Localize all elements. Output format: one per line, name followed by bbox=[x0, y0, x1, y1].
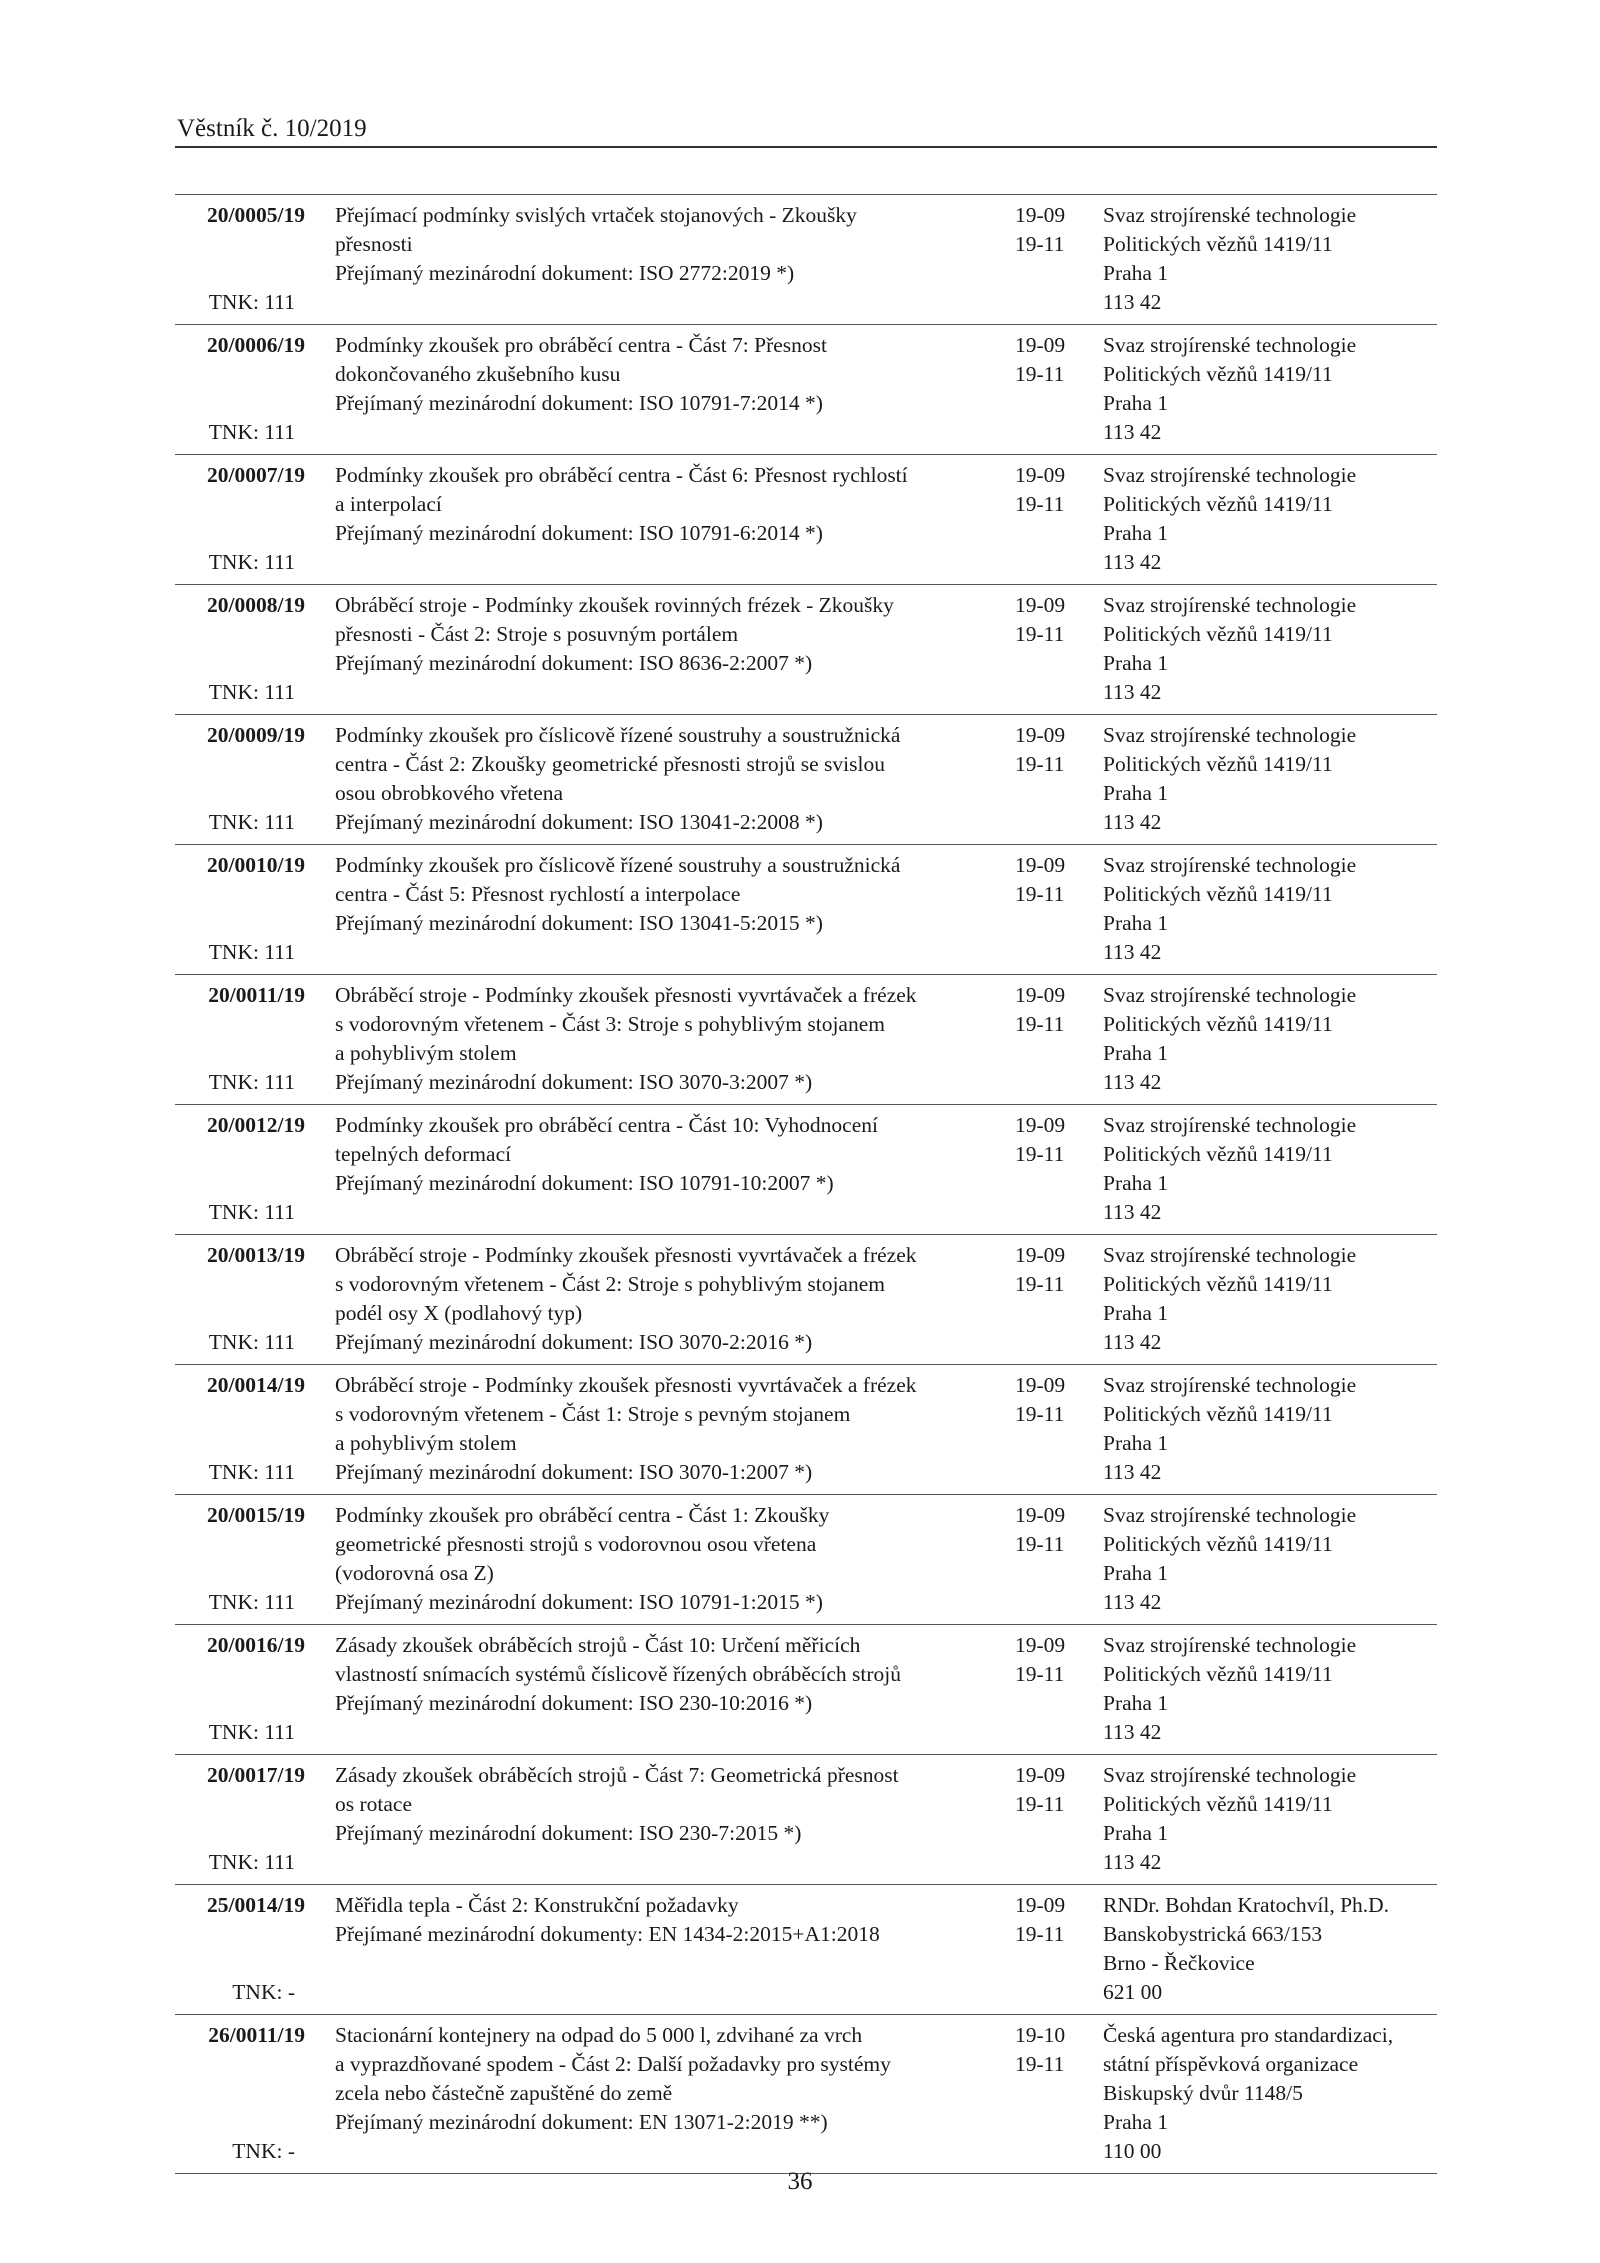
org-line: Svaz strojírenské technologie bbox=[1103, 203, 1357, 227]
row-title bbox=[335, 201, 995, 288]
title-line: Měřidla tepla - Část 2: Konstrukční požadavky bbox=[335, 1893, 739, 1917]
row-tnk: TNK: - bbox=[232, 1980, 295, 2004]
table-row bbox=[175, 714, 1437, 844]
row-dates bbox=[1015, 1891, 1085, 1949]
date-line: 19-09 bbox=[1015, 1503, 1066, 1527]
title-line: vlastností snímacích systémů číslicově řízených obráběcích strojů bbox=[335, 1662, 902, 1686]
org-line: Brno - Řečkovice bbox=[1103, 1951, 1255, 1975]
row-title bbox=[335, 1761, 995, 1848]
row-tnk: TNK: - bbox=[232, 2139, 295, 2163]
row-title bbox=[335, 1111, 995, 1198]
row-tnk: TNK: 111 bbox=[208, 420, 295, 444]
row-tnk: TNK: 111 bbox=[208, 680, 295, 704]
row-organization bbox=[1103, 1631, 1437, 1747]
title-line: a pohyblivým stolem bbox=[335, 1041, 517, 1065]
title-line: Přejímaný mezinárodní dokument: ISO 230-7:2015 *) bbox=[335, 1821, 802, 1845]
org-line: 113 42 bbox=[1103, 810, 1162, 834]
title-line: Podmínky zkoušek pro obráběcí centra - Část 6: Přesnost rychlostí bbox=[335, 463, 908, 487]
org-line: Praha 1 bbox=[1103, 1041, 1169, 1065]
table-row bbox=[175, 1104, 1437, 1234]
row-organization bbox=[1103, 331, 1437, 447]
title-line: Přejímaný mezinárodní dokument: ISO 2772:2019 *) bbox=[335, 261, 795, 285]
row-dates bbox=[1015, 2021, 1085, 2079]
row-tnk: TNK: 111 bbox=[208, 1200, 295, 1224]
title-line: centra - Část 5: Přesnost rychlostí a interpolace bbox=[335, 882, 741, 906]
table-row bbox=[175, 1364, 1437, 1494]
title-line: Přejímaný mezinárodní dokument: EN 13071-2:2019 **) bbox=[335, 2110, 828, 2134]
date-line: 19-09 bbox=[1015, 333, 1066, 357]
row-tnk: TNK: 111 bbox=[208, 1850, 295, 1874]
org-line: Politických vězňů 1419/11 bbox=[1103, 1662, 1333, 1686]
row-title bbox=[335, 2021, 995, 2137]
org-line: Politických vězňů 1419/11 bbox=[1103, 232, 1333, 256]
row-id: 26/0011/19 bbox=[208, 2023, 305, 2047]
row-id: 20/0011/19 bbox=[208, 983, 305, 1007]
row-organization bbox=[1103, 591, 1437, 707]
date-line: 19-11 bbox=[1015, 362, 1065, 386]
title-line: Obráběcí stroje - Podmínky zkoušek přesnosti vyvrtávaček a frézek bbox=[335, 1243, 917, 1267]
org-line: Politických vězňů 1419/11 bbox=[1103, 1142, 1333, 1166]
org-line: Praha 1 bbox=[1103, 651, 1169, 675]
org-line: 113 42 bbox=[1103, 550, 1162, 574]
date-line: 19-09 bbox=[1015, 203, 1066, 227]
title-line: Přejímaný mezinárodní dokument: ISO 10791-10:2007 *) bbox=[335, 1171, 834, 1195]
row-dates bbox=[1015, 1371, 1085, 1429]
date-line: 19-09 bbox=[1015, 1763, 1066, 1787]
org-line: Politických vězňů 1419/11 bbox=[1103, 622, 1333, 646]
org-line: Praha 1 bbox=[1103, 261, 1169, 285]
table-row bbox=[175, 2014, 1437, 2174]
table-row bbox=[175, 974, 1437, 1104]
row-organization bbox=[1103, 1371, 1437, 1487]
row-tnk: TNK: 111 bbox=[208, 1460, 295, 1484]
org-line: Praha 1 bbox=[1103, 521, 1169, 545]
row-tnk: TNK: 111 bbox=[208, 810, 295, 834]
org-line: 110 00 bbox=[1103, 2139, 1162, 2163]
row-id: 20/0006/19 bbox=[207, 333, 305, 357]
org-line: Svaz strojírenské technologie bbox=[1103, 853, 1357, 877]
row-tnk: TNK: 111 bbox=[208, 1590, 295, 1614]
org-line: Praha 1 bbox=[1103, 2110, 1169, 2134]
table-row bbox=[175, 844, 1437, 974]
row-title bbox=[335, 1501, 995, 1617]
title-line: s vodorovným vřetenem - Část 1: Stroje s pevným stojanem bbox=[335, 1402, 851, 1426]
org-line: Praha 1 bbox=[1103, 391, 1169, 415]
title-line: Přejímaný mezinárodní dokument: ISO 3070-3:2007 *) bbox=[335, 1070, 813, 1094]
row-tnk: TNK: 111 bbox=[208, 550, 295, 574]
org-line: Svaz strojírenské technologie bbox=[1103, 1243, 1357, 1267]
standards-table bbox=[175, 194, 1437, 2174]
row-dates bbox=[1015, 1111, 1085, 1169]
org-line: Praha 1 bbox=[1103, 1171, 1169, 1195]
row-id: 20/0013/19 bbox=[207, 1243, 305, 1267]
title-line: Přejímaný mezinárodní dokument: ISO 10791-1:2015 *) bbox=[335, 1590, 823, 1614]
title-line: a pohyblivým stolem bbox=[335, 1431, 517, 1455]
row-title bbox=[335, 1371, 995, 1487]
date-line: 19-09 bbox=[1015, 853, 1066, 877]
row-dates bbox=[1015, 981, 1085, 1039]
title-line: podél osy X (podlahový typ) bbox=[335, 1301, 583, 1325]
org-line: Politických vězňů 1419/11 bbox=[1103, 1402, 1333, 1426]
row-dates bbox=[1015, 721, 1085, 779]
org-line: Banskobystrická 663/153 bbox=[1103, 1922, 1323, 1946]
row-organization bbox=[1103, 1241, 1437, 1357]
title-line: s vodorovným vřetenem - Část 3: Stroje s pohyblivým stojanem bbox=[335, 1012, 885, 1036]
org-line: Svaz strojírenské technologie bbox=[1103, 1113, 1357, 1137]
table-row bbox=[175, 1494, 1437, 1624]
org-line: Politických vězňů 1419/11 bbox=[1103, 752, 1333, 776]
org-line: 113 42 bbox=[1103, 1720, 1162, 1744]
org-line: Praha 1 bbox=[1103, 1561, 1169, 1585]
row-id: 20/0014/19 bbox=[207, 1373, 305, 1397]
org-line: Praha 1 bbox=[1103, 1431, 1169, 1455]
org-line: Praha 1 bbox=[1103, 911, 1169, 935]
title-line: (vodorovná osa Z) bbox=[335, 1561, 494, 1585]
row-organization bbox=[1103, 851, 1437, 967]
date-line: 19-09 bbox=[1015, 593, 1066, 617]
title-line: Přejímací podmínky svislých vrtaček stojanových - Zkoušky bbox=[335, 203, 857, 227]
title-line: a vyprazdňované spodem - Část 2: Další požadavky pro systémy bbox=[335, 2052, 891, 2076]
title-line: Přejímaný mezinárodní dokument: ISO 13041-5:2015 *) bbox=[335, 911, 823, 935]
row-title bbox=[335, 331, 995, 418]
row-dates bbox=[1015, 1241, 1085, 1299]
row-dates bbox=[1015, 201, 1085, 259]
title-line: os rotace bbox=[335, 1792, 413, 1816]
org-line: 113 42 bbox=[1103, 940, 1162, 964]
row-id: 20/0010/19 bbox=[207, 853, 305, 877]
row-title bbox=[335, 721, 995, 837]
date-line: 19-11 bbox=[1015, 622, 1065, 646]
date-line: 19-09 bbox=[1015, 1113, 1066, 1137]
date-line: 19-11 bbox=[1015, 1012, 1065, 1036]
org-line: Politických vězňů 1419/11 bbox=[1103, 1012, 1333, 1036]
row-id: 20/0005/19 bbox=[207, 203, 305, 227]
date-line: 19-11 bbox=[1015, 882, 1065, 906]
row-tnk: TNK: 111 bbox=[208, 1330, 295, 1354]
org-line: Biskupský dvůr 1148/5 bbox=[1103, 2081, 1303, 2105]
org-line: Politických vězňů 1419/11 bbox=[1103, 362, 1333, 386]
org-line: Praha 1 bbox=[1103, 1821, 1169, 1845]
title-line: zcela nebo částečně zapuštěné do země bbox=[335, 2081, 673, 2105]
row-organization bbox=[1103, 1761, 1437, 1877]
date-line: 19-09 bbox=[1015, 983, 1066, 1007]
table-row bbox=[175, 584, 1437, 714]
row-dates bbox=[1015, 461, 1085, 519]
title-line: geometrické přesnosti strojů s vodorovnou osou vřetena bbox=[335, 1532, 817, 1556]
title-line: přesnosti - Část 2: Stroje s posuvným portálem bbox=[335, 622, 739, 646]
org-line: Politických vězňů 1419/11 bbox=[1103, 1792, 1333, 1816]
row-organization bbox=[1103, 981, 1437, 1097]
org-line: 113 42 bbox=[1103, 1200, 1162, 1224]
row-dates bbox=[1015, 1501, 1085, 1559]
table-row bbox=[175, 1754, 1437, 1884]
title-line: Obráběcí stroje - Podmínky zkoušek přesnosti vyvrtávaček a frézek bbox=[335, 1373, 917, 1397]
org-line: 113 42 bbox=[1103, 1850, 1162, 1874]
title-line: Přejímaný mezinárodní dokument: ISO 10791-7:2014 *) bbox=[335, 391, 823, 415]
date-line: 19-09 bbox=[1015, 723, 1066, 747]
row-dates bbox=[1015, 331, 1085, 389]
table-row bbox=[175, 1234, 1437, 1364]
row-dates bbox=[1015, 1761, 1085, 1819]
org-line: státní příspěvková organizace bbox=[1103, 2052, 1359, 2076]
org-line: Svaz strojírenské technologie bbox=[1103, 1633, 1357, 1657]
row-id: 20/0017/19 bbox=[207, 1763, 305, 1787]
row-title bbox=[335, 591, 995, 678]
org-line: 113 42 bbox=[1103, 1460, 1162, 1484]
date-line: 19-10 bbox=[1015, 2023, 1066, 2047]
title-line: Přejímaný mezinárodní dokument: ISO 3070-1:2007 *) bbox=[335, 1460, 813, 1484]
row-dates bbox=[1015, 1631, 1085, 1689]
title-line: dokončovaného zkušebního kusu bbox=[335, 362, 621, 386]
title-line: Přejímaný mezinárodní dokument: ISO 3070-2:2016 *) bbox=[335, 1330, 813, 1354]
row-title bbox=[335, 1631, 995, 1718]
org-line: Politických vězňů 1419/11 bbox=[1103, 492, 1333, 516]
table-row bbox=[175, 454, 1437, 584]
row-organization bbox=[1103, 1111, 1437, 1227]
title-line: Přejímané mezinárodní dokumenty: EN 1434-2:2015+A1:2018 bbox=[335, 1922, 880, 1946]
org-line: Česká agentura pro standardizaci, bbox=[1103, 2023, 1394, 2047]
org-line: 621 00 bbox=[1103, 1980, 1163, 2004]
header-title: Věstník č. 10/2019 bbox=[177, 115, 367, 142]
date-line: 19-11 bbox=[1015, 1272, 1065, 1296]
date-line: 19-09 bbox=[1015, 1373, 1066, 1397]
date-line: 19-11 bbox=[1015, 1792, 1065, 1816]
date-line: 19-11 bbox=[1015, 2052, 1065, 2076]
org-line: Svaz strojírenské technologie bbox=[1103, 463, 1357, 487]
row-id: 20/0015/19 bbox=[207, 1503, 305, 1527]
org-line: Svaz strojírenské technologie bbox=[1103, 593, 1357, 617]
page-number: 36 bbox=[787, 2168, 813, 2195]
title-line: Přejímaný mezinárodní dokument: ISO 13041-2:2008 *) bbox=[335, 810, 823, 834]
row-id: 20/0007/19 bbox=[207, 463, 305, 487]
title-line: Podmínky zkoušek pro číslicově řízené soustruhy a soustružnická bbox=[335, 723, 901, 747]
org-line: 113 42 bbox=[1103, 420, 1162, 444]
org-line: 113 42 bbox=[1103, 1590, 1162, 1614]
date-line: 19-09 bbox=[1015, 1633, 1066, 1657]
title-line: Přejímaný mezinárodní dokument: ISO 8636-2:2007 *) bbox=[335, 651, 813, 675]
title-line: tepelných deformací bbox=[335, 1142, 512, 1166]
date-line: 19-11 bbox=[1015, 1402, 1065, 1426]
row-tnk: TNK: 111 bbox=[208, 940, 295, 964]
page-header bbox=[175, 108, 1437, 148]
org-line: Politických vězňů 1419/11 bbox=[1103, 882, 1333, 906]
title-line: Podmínky zkoušek pro obráběcí centra - Část 10: Vyhodnocení bbox=[335, 1113, 878, 1137]
row-title bbox=[335, 461, 995, 548]
date-line: 19-11 bbox=[1015, 1922, 1065, 1946]
org-line: 113 42 bbox=[1103, 1070, 1162, 1094]
title-line: Podmínky zkoušek pro obráběcí centra - Část 7: Přesnost bbox=[335, 333, 828, 357]
row-organization bbox=[1103, 1501, 1437, 1617]
org-line: Politických vězňů 1419/11 bbox=[1103, 1272, 1333, 1296]
row-id: 20/0012/19 bbox=[207, 1113, 305, 1137]
org-line: Svaz strojírenské technologie bbox=[1103, 333, 1357, 357]
title-line: Obráběcí stroje - Podmínky zkoušek rovinných frézek - Zkoušky bbox=[335, 593, 894, 617]
row-tnk: TNK: 111 bbox=[208, 1070, 295, 1094]
table-row bbox=[175, 1884, 1437, 2014]
row-organization bbox=[1103, 461, 1437, 577]
title-line: a interpolací bbox=[335, 492, 442, 516]
org-line: Svaz strojírenské technologie bbox=[1103, 1373, 1357, 1397]
org-line: 113 42 bbox=[1103, 1330, 1162, 1354]
row-tnk: TNK: 111 bbox=[208, 290, 295, 314]
date-line: 19-09 bbox=[1015, 1243, 1066, 1267]
org-line: Svaz strojírenské technologie bbox=[1103, 723, 1357, 747]
org-line: Svaz strojírenské technologie bbox=[1103, 1763, 1357, 1787]
table-row bbox=[175, 324, 1437, 454]
date-line: 19-11 bbox=[1015, 1142, 1065, 1166]
date-line: 19-11 bbox=[1015, 752, 1065, 776]
org-line: 113 42 bbox=[1103, 290, 1162, 314]
title-line: Obráběcí stroje - Podmínky zkoušek přesnosti vyvrtávaček a frézek bbox=[335, 983, 917, 1007]
title-line: Stacionární kontejnery na odpad do 5 000 l, zdvihané za vrch bbox=[335, 2023, 863, 2047]
row-organization bbox=[1103, 2021, 1437, 2166]
row-id: 25/0014/19 bbox=[207, 1893, 305, 1917]
title-line: osou obrobkového vřetena bbox=[335, 781, 564, 805]
title-line: Podmínky zkoušek pro obráběcí centra - Část 1: Zkoušky bbox=[335, 1503, 830, 1527]
row-organization bbox=[1103, 1891, 1437, 2007]
row-organization bbox=[1103, 721, 1437, 837]
date-line: 19-11 bbox=[1015, 1662, 1065, 1686]
row-title bbox=[335, 851, 995, 938]
org-line: Svaz strojírenské technologie bbox=[1103, 1503, 1357, 1527]
title-line: Přejímaný mezinárodní dokument: ISO 10791-6:2014 *) bbox=[335, 521, 823, 545]
org-line: Svaz strojírenské technologie bbox=[1103, 983, 1357, 1007]
title-line: Přejímaný mezinárodní dokument: ISO 230-10:2016 *) bbox=[335, 1691, 813, 1715]
title-line: centra - Část 2: Zkoušky geometrické přesnosti strojů se svislou bbox=[335, 752, 885, 776]
org-line: RNDr. Bohdan Kratochvíl, Ph.D. bbox=[1103, 1893, 1390, 1917]
row-id: 20/0008/19 bbox=[207, 593, 305, 617]
date-line: 19-11 bbox=[1015, 492, 1065, 516]
date-line: 19-09 bbox=[1015, 463, 1066, 487]
org-line: Politických vězňů 1419/11 bbox=[1103, 1532, 1333, 1556]
title-line: Podmínky zkoušek pro číslicově řízené soustruhy a soustružnická bbox=[335, 853, 901, 877]
row-dates bbox=[1015, 851, 1085, 909]
table-row bbox=[175, 1624, 1437, 1754]
row-id: 20/0009/19 bbox=[207, 723, 305, 747]
row-tnk: TNK: 111 bbox=[208, 1720, 295, 1744]
row-dates bbox=[1015, 591, 1085, 649]
title-line: s vodorovným vřetenem - Část 2: Stroje s pohyblivým stojanem bbox=[335, 1272, 885, 1296]
date-line: 19-11 bbox=[1015, 232, 1065, 256]
table-row bbox=[175, 194, 1437, 324]
row-title bbox=[335, 1891, 995, 1949]
title-line: Zásady zkoušek obráběcích strojů - Část 10: Určení měřicích bbox=[335, 1633, 861, 1657]
date-line: 19-11 bbox=[1015, 1532, 1065, 1556]
row-title bbox=[335, 981, 995, 1097]
row-id: 20/0016/19 bbox=[207, 1633, 305, 1657]
row-organization bbox=[1103, 201, 1437, 317]
row-title bbox=[335, 1241, 995, 1357]
title-line: přesnosti bbox=[335, 232, 413, 256]
org-line: Praha 1 bbox=[1103, 1301, 1169, 1325]
org-line: Praha 1 bbox=[1103, 781, 1169, 805]
org-line: 113 42 bbox=[1103, 680, 1162, 704]
date-line: 19-09 bbox=[1015, 1893, 1066, 1917]
title-line: Zásady zkoušek obráběcích strojů - Část 7: Geometrická přesnost bbox=[335, 1763, 899, 1787]
org-line: Praha 1 bbox=[1103, 1691, 1169, 1715]
